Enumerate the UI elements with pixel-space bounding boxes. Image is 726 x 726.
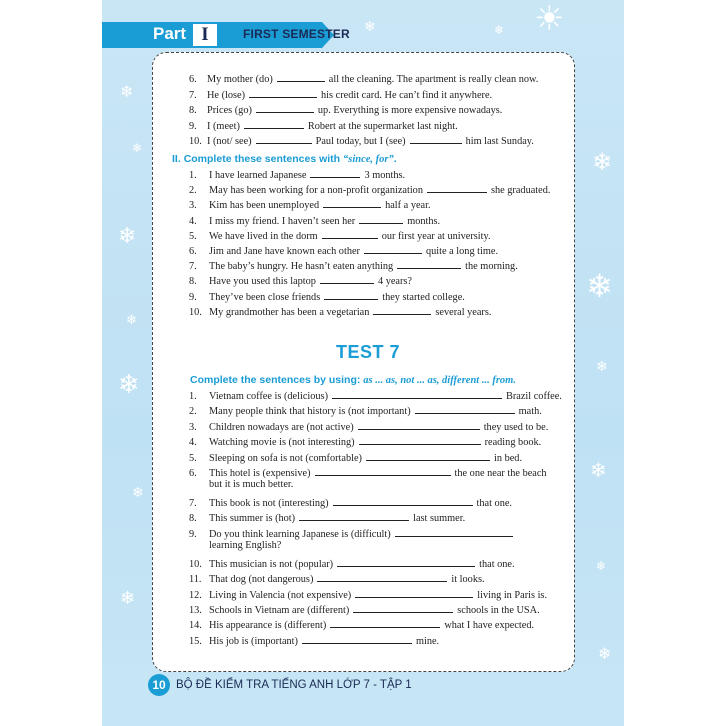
item-text: I (meet) — [207, 120, 240, 132]
item-text-after: 3 months. — [364, 170, 406, 181]
answer-blank[interactable] — [333, 496, 473, 506]
item-text: Prices (go) — [207, 105, 252, 116]
item-text: May has been working for a non-profit organization — [209, 185, 423, 197]
list-item — [189, 72, 538, 86]
answer-blank[interactable] — [359, 214, 403, 224]
item-text: Children nowadays are (not active) — [209, 421, 354, 433]
list-item — [189, 404, 542, 418]
answer-blank[interactable] — [364, 244, 422, 254]
item-text-after: reading book. — [484, 437, 542, 449]
list-item — [189, 420, 548, 434]
semester-title: FIRST SEMESTER — [243, 27, 350, 41]
answer-blank[interactable] — [373, 305, 431, 315]
snowflake-icon: ❄ — [592, 148, 613, 176]
part-number: I — [193, 24, 217, 46]
answer-blank[interactable] — [302, 634, 412, 644]
item-number: 8. — [189, 105, 197, 116]
item-text-after: 4 years? — [377, 276, 412, 288]
item-number: 4. — [189, 215, 197, 227]
item-text-after: Paul today, but I (see) — [315, 136, 406, 147]
answer-blank[interactable] — [397, 259, 461, 269]
item-number: 3. — [189, 421, 197, 433]
item-number: 10. — [189, 558, 202, 570]
item-text-after: it looks. — [451, 574, 485, 586]
section-2-keywords: “since, for” — [342, 154, 394, 165]
answer-blank[interactable] — [249, 88, 317, 98]
answer-blank[interactable] — [427, 183, 487, 193]
list-item — [189, 634, 439, 648]
item-text-after: quite a long time. — [425, 246, 499, 257]
list-item — [189, 435, 541, 449]
item-text-after: she graduated. — [490, 185, 551, 197]
snowflake-icon: ❄ — [596, 559, 607, 573]
item-text-after: living in Paris is. — [477, 589, 548, 601]
list-item — [189, 274, 412, 288]
snowflake-icon: ❄ — [120, 82, 134, 101]
item-number: 6. — [189, 468, 197, 479]
item-number: 12. — [189, 589, 202, 601]
section-2-instruction: Complete these sentences with — [183, 153, 343, 165]
answer-blank[interactable] — [332, 389, 502, 399]
item-number: 9. — [189, 120, 197, 132]
item-text-after: they used to be. — [483, 421, 549, 433]
answer-blank[interactable] — [299, 511, 409, 521]
snowflake-icon: ❄ — [118, 370, 140, 400]
item-text-after: mine. — [415, 635, 440, 647]
item-number: 10. — [189, 136, 202, 147]
answer-blank[interactable] — [322, 229, 378, 239]
item-text: Jim and Jane have known each other — [209, 246, 360, 257]
list-item — [189, 290, 465, 304]
item-text-end: him last Sunday. — [465, 136, 534, 147]
answer-blank[interactable] — [337, 557, 475, 567]
answer-blank[interactable] — [277, 72, 325, 82]
item-text-after: months. — [407, 215, 441, 227]
answer-blank[interactable] — [320, 274, 374, 284]
item-number: 14. — [189, 620, 202, 632]
section-2-period: . — [393, 153, 397, 165]
list-item — [189, 572, 485, 586]
snowflake-icon: ❄ — [364, 19, 376, 35]
item-text-after: up. Everything is more expensive nowadays. — [317, 105, 503, 116]
list-item — [189, 198, 431, 212]
item-text: I have learned Japanese — [209, 170, 307, 181]
section-3-instruction: Complete the sentences by using: — [190, 374, 364, 386]
answer-blank[interactable] — [358, 420, 480, 430]
snowflake-icon: ❄ — [132, 485, 144, 501]
answer-blank[interactable] — [256, 134, 312, 144]
item-text: They’ve been close friends — [209, 291, 321, 303]
item-number: 7. — [189, 498, 197, 509]
list-item — [189, 88, 492, 102]
list-item — [189, 496, 512, 510]
item-text: I miss my friend. I haven’t seen her — [209, 215, 356, 227]
list-item — [189, 618, 534, 632]
answer-blank[interactable] — [256, 103, 314, 113]
item-text: We have lived in the dorm — [209, 230, 318, 242]
item-text-after: our first year at university. — [381, 230, 491, 242]
list-item — [189, 259, 518, 273]
item-text: Vietnam coffee is (delicious) — [209, 391, 328, 402]
answer-blank[interactable] — [395, 527, 513, 537]
item-number: 9. — [189, 291, 197, 303]
answer-blank[interactable] — [355, 588, 473, 598]
list-item — [189, 557, 515, 571]
item-text: Kim has been unemployed — [209, 200, 320, 212]
list-item — [189, 103, 502, 117]
item-text: My grandmother has been a vegetarian — [209, 306, 370, 318]
item-number: 1. — [189, 170, 197, 181]
answer-blank[interactable] — [366, 451, 490, 461]
list-item — [189, 119, 458, 133]
list-item — [189, 305, 491, 319]
list-item — [189, 389, 562, 403]
item-text: Watching movie is (not interesting) — [209, 437, 355, 449]
item-text: That dog (not dangerous) — [209, 574, 314, 586]
list-item — [189, 168, 405, 182]
snowflake-icon: ❄ — [126, 313, 137, 328]
book-title: BỘ ĐỀ KIỂM TRA TIẾNG ANH LỚP 7 - TẬP 1 — [176, 679, 412, 691]
answer-blank[interactable] — [310, 168, 360, 178]
list-item — [189, 451, 522, 465]
item-continuation: but it is much better. — [209, 479, 294, 490]
snowflake-icon: ❄ — [118, 224, 137, 249]
section-2-number: II. — [172, 153, 181, 165]
item-continuation: learning English? — [209, 539, 282, 551]
list-item — [189, 603, 540, 617]
page-number: 10 — [148, 674, 170, 696]
item-number: 2. — [189, 406, 197, 418]
item-text-after: Robert at the supermarket last night. — [307, 120, 458, 132]
item-number: 6. — [189, 74, 197, 85]
item-text-after: the morning. — [465, 261, 518, 273]
item-number: 11. — [189, 574, 202, 586]
answer-blank[interactable] — [359, 435, 481, 445]
item-number: 1. — [189, 391, 197, 402]
item-number: 8. — [189, 276, 197, 288]
sun-icon: ☀ — [534, 0, 565, 39]
item-text-after: half a year. — [385, 200, 431, 212]
list-item — [189, 511, 465, 525]
item-text: Schools in Vietnam are (different) — [209, 605, 350, 616]
item-text-after: that one. — [476, 498, 513, 509]
item-text-after: his credit card. He can’t find it anywhere. — [321, 89, 493, 101]
item-number: 15. — [189, 635, 202, 647]
list-item — [189, 134, 534, 148]
item-text: Many people think that history is (not important) — [209, 406, 411, 418]
item-number: 8. — [189, 513, 197, 525]
snowflake-icon: ❄ — [596, 359, 608, 375]
snowflake-icon: ❄ — [598, 644, 612, 663]
item-text-after: Brazil coffee. — [506, 391, 562, 402]
item-text-after: several years. — [435, 306, 492, 318]
section-3-keywords: as ... as, not ... as, different ... from. — [363, 375, 516, 386]
list-item — [189, 244, 498, 258]
item-text-after: that one. — [479, 558, 515, 570]
item-text: I (not/ see) — [207, 136, 252, 147]
snowflake-icon: ❄ — [586, 267, 613, 305]
answer-blank[interactable] — [324, 290, 378, 300]
item-text-after: in bed. — [494, 452, 523, 464]
test-title: TEST 7 — [336, 342, 401, 362]
item-number: 2. — [189, 185, 197, 197]
item-text: My mother (do) — [207, 74, 273, 85]
item-number: 5. — [189, 230, 197, 242]
item-text: Sleeping on sofa is not (comfortable) — [209, 452, 362, 464]
snowflake-icon: ❄ — [590, 458, 607, 482]
item-text: Do you think learning Japanese is (difficult) — [209, 528, 391, 540]
answer-blank[interactable] — [315, 466, 451, 476]
answer-blank[interactable] — [244, 119, 304, 129]
answer-blank[interactable] — [323, 198, 381, 208]
item-text-after: math. — [518, 406, 542, 418]
section-2-title — [172, 153, 397, 165]
item-text-after: all the cleaning. The apartment is really clean now. — [328, 74, 539, 85]
item-number: 7. — [189, 261, 197, 273]
item-text: Living in Valencia (not expensive) — [209, 589, 352, 601]
item-text: This summer is (hot) — [209, 513, 296, 525]
item-number: 3. — [189, 200, 197, 212]
item-number: 10. — [189, 306, 202, 318]
item-number: 4. — [189, 437, 197, 449]
item-text: His appearance is (different) — [209, 620, 327, 632]
item-text-after: schools in the USA. — [457, 605, 540, 616]
item-text: This book is not (interesting) — [209, 498, 329, 509]
list-item — [189, 588, 547, 602]
answer-blank[interactable] — [410, 134, 462, 144]
list-item — [189, 229, 491, 243]
item-number: 5. — [189, 452, 197, 464]
section-3-title — [190, 374, 516, 386]
part-label: Part — [153, 24, 187, 43]
list-item — [189, 527, 517, 541]
answer-blank[interactable] — [330, 618, 440, 628]
item-text-after: what I have expected. — [444, 620, 535, 632]
item-number: 9. — [189, 528, 197, 540]
item-text: This hotel is (expensive) — [209, 468, 311, 479]
list-item — [189, 183, 550, 197]
item-text: His job is (important) — [209, 635, 298, 647]
answer-blank[interactable] — [353, 603, 453, 613]
item-text: Have you used this laptop — [209, 276, 316, 288]
snowflake-icon: ❄ — [132, 141, 143, 155]
item-text-after: last summer. — [413, 513, 466, 525]
item-number: 6. — [189, 246, 197, 257]
item-text-after: the one near the beach — [454, 468, 547, 479]
snowflake-icon: ❄ — [494, 23, 505, 37]
item-number: 7. — [189, 89, 197, 101]
list-item — [189, 466, 547, 480]
item-text: This musician is not (popular) — [209, 558, 334, 570]
snowflake-icon: ❄ — [120, 588, 136, 609]
answer-blank[interactable] — [317, 572, 447, 582]
item-text: The baby’s hungry. He hasn’t eaten anything — [209, 261, 394, 273]
item-text: He (lose) — [207, 89, 246, 101]
item-text-after: they started college. — [382, 291, 465, 303]
list-item — [189, 214, 440, 228]
item-number: 13. — [189, 605, 202, 616]
answer-blank[interactable] — [415, 404, 515, 414]
